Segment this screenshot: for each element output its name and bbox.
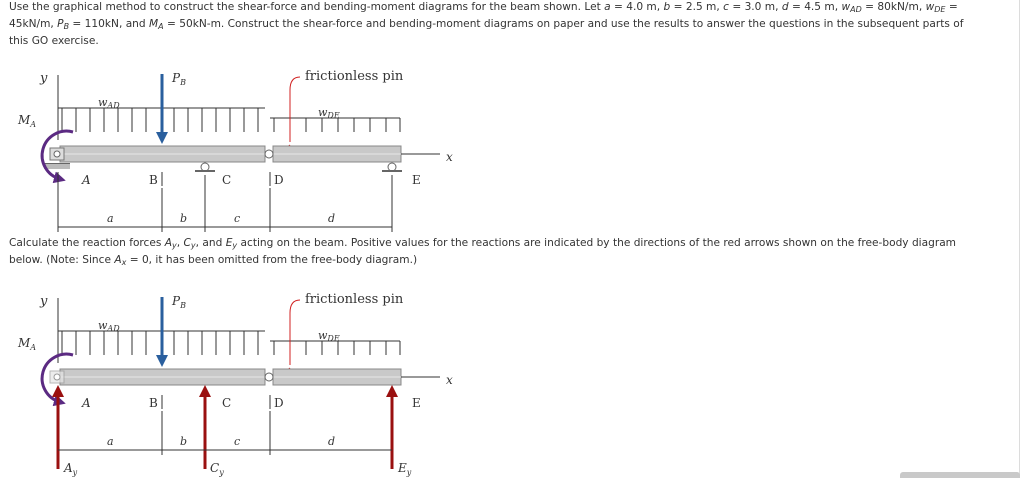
dim-c-label: c (234, 212, 241, 225)
ay-label: $A_y$ (64, 461, 78, 477)
pin-d (265, 150, 273, 158)
problem-statement-line3: this GO exercise. (9, 35, 99, 47)
problem-statement-line2: 45kN/m, $P_B = 110kN$, and $M_A = 50kN-m$. Construct the shear-force and bending-moment diagrams on paper and use the results to answer the questions in the subsequent parts of (9, 18, 964, 31)
point-e-label: E (412, 173, 421, 187)
ma-label: $M_A$ (18, 113, 37, 129)
pin-label: frictionless pin (305, 69, 404, 84)
pb-label: $P_B$ (172, 71, 186, 87)
fbd-x-axis-label: x (446, 373, 453, 387)
fbd-w-de-label: wDE (318, 329, 340, 343)
y-axis-label: y (40, 71, 48, 86)
dim-d-label: d (328, 212, 336, 225)
point-d-label: D (274, 173, 284, 187)
bottom-scroll-indicator[interactable] (900, 472, 1020, 478)
problem-statement-line1: Use the graphical method to construct the shear-force and bending-moment diagrams for the beam shown. Let a = 4.0 m, b = 2.5 m, c = 3.0 m, d = 4.5 m, $w_{AD} = 80kN/m$, $w_{DE}$ = (9, 1, 958, 14)
support-e (388, 163, 396, 171)
fbd-point-b-label: B (149, 396, 158, 410)
fbd-ma-label: $M_A$ (18, 336, 37, 352)
w-de-label: wDE (318, 106, 340, 120)
fbd-dim-c-label: c (234, 435, 241, 448)
w-ad-label: wAD (98, 96, 120, 110)
question-line2: below. (Note: Since $A_x = 0$, it has been omitted from the free-body diagram.) (9, 254, 418, 267)
point-c-label: C (222, 173, 232, 187)
dim-a-label: a (107, 212, 114, 225)
x-axis-label: x (446, 150, 453, 164)
pin-pointer (290, 77, 300, 142)
fbd-load-de-arrows (274, 341, 400, 355)
ey-label: $E_y$ (398, 461, 412, 477)
fbd-w-ad-label: wAD (98, 319, 120, 333)
question-line1: Calculate the reaction forces $A_y$, $C_y$, and $E_y$ acting on the beam. Positive values for the reactions are indicated by the directions of the red arrows shown on the free-body diagram (9, 237, 956, 250)
fbd-dim-a-label: a (107, 435, 114, 448)
fbd-dim-d-label: d (328, 435, 336, 448)
fbd-dim-b-label: b (180, 435, 188, 448)
dim-b-label: b (180, 212, 188, 225)
fbd-point-a-label: A (82, 396, 91, 410)
fbd-load-ad-arrows (62, 331, 258, 355)
load-ad-arrows (62, 108, 258, 132)
load-de-arrows (274, 118, 400, 132)
beam-diagram (0, 60, 480, 235)
support-c (201, 163, 209, 171)
fbd-point-d-label: D (274, 396, 284, 410)
fbd-point-c-label: C (222, 396, 232, 410)
fbd-y-axis-label: y (40, 294, 48, 309)
point-b-label: B (149, 173, 158, 187)
fbd-point-e-label: E (412, 396, 421, 410)
point-a-label: A (82, 173, 91, 187)
cy-label: $C_y$ (210, 461, 224, 477)
fbd-pin-label: frictionless pin (305, 292, 404, 307)
fbd-pb-label: $P_B$ (172, 294, 186, 310)
free-body-diagram (0, 283, 480, 478)
